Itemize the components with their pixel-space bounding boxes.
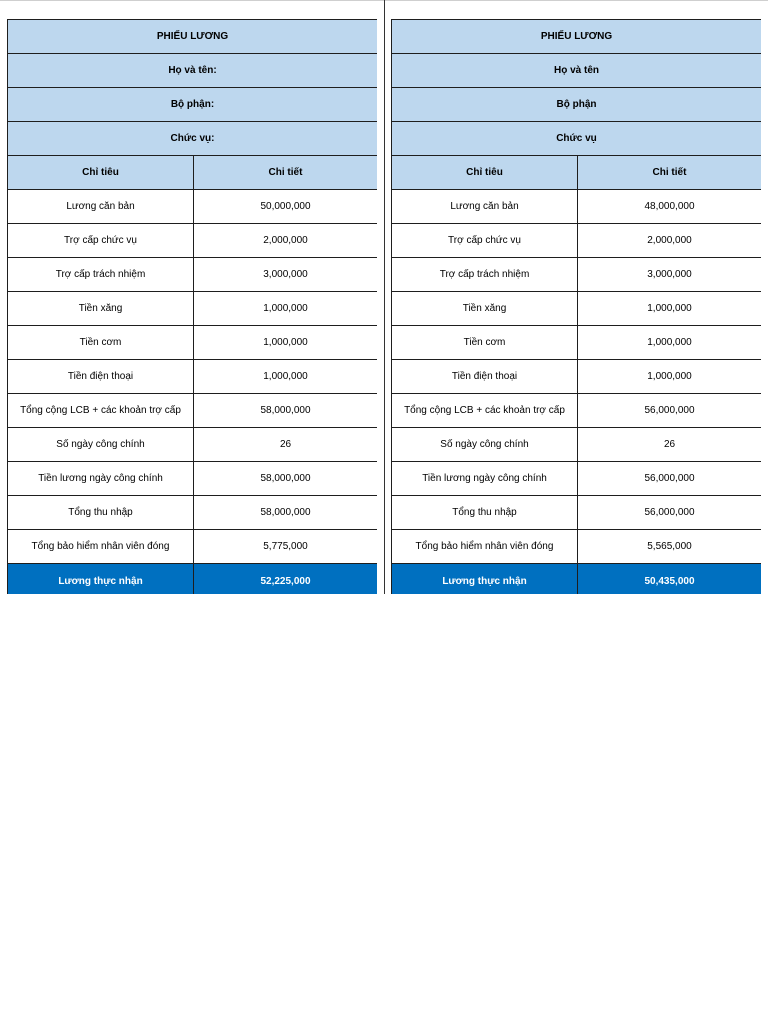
net-salary-value: 50,435,000 xyxy=(578,564,762,595)
net-salary-value: 52,225,000 xyxy=(194,564,378,595)
row-label: Tổng thu nhập xyxy=(8,496,194,530)
row-value: 48,000,000 xyxy=(578,190,762,224)
table-row xyxy=(8,462,378,496)
table-row xyxy=(8,428,378,462)
table-row xyxy=(8,326,378,360)
row-label: Tiền lương ngày công chính xyxy=(392,462,578,496)
table-row xyxy=(8,530,378,564)
row-value: 5,775,000 xyxy=(194,530,378,564)
row-value: 56,000,000 xyxy=(578,462,762,496)
payslip-title: PHIẾU LƯƠNG xyxy=(392,20,762,54)
row-label: Trợ cấp trách nhiệm xyxy=(392,258,578,292)
column-header-item: Chỉ tiêu xyxy=(392,156,578,190)
table-row xyxy=(392,190,762,224)
row-value: 26 xyxy=(194,428,378,462)
employee-name-field[interactable]: Họ và tên xyxy=(392,54,762,88)
table-row xyxy=(8,360,378,394)
row-value: 1,000,000 xyxy=(194,292,378,326)
row-value: 26 xyxy=(578,428,762,462)
row-label: Tiền cơm xyxy=(392,326,578,360)
row-label: Tiền điện thoại xyxy=(392,360,578,394)
row-label: Tiền cơm xyxy=(8,326,194,360)
row-label: Trợ cấp chức vụ xyxy=(8,224,194,258)
table-row xyxy=(392,530,762,564)
row-label: Lương căn bản xyxy=(8,190,194,224)
row-label: Trợ cấp trách nhiệm xyxy=(8,258,194,292)
table-row xyxy=(8,190,378,224)
table-row xyxy=(392,224,762,258)
row-value: 1,000,000 xyxy=(578,360,762,394)
table-row xyxy=(392,462,762,496)
row-label: Số ngày công chính xyxy=(8,428,194,462)
row-value: 56,000,000 xyxy=(578,496,762,530)
employee-name-field[interactable]: Họ và tên: xyxy=(8,54,378,88)
row-value: 58,000,000 xyxy=(194,496,378,530)
table-row xyxy=(8,224,378,258)
table-row xyxy=(392,292,762,326)
payslip-title: PHIẾU LƯƠNG xyxy=(8,20,378,54)
row-label: Tổng bảo hiểm nhân viên đóng xyxy=(8,530,194,564)
row-label: Lương căn bản xyxy=(392,190,578,224)
row-label: Trợ cấp chức vụ xyxy=(392,224,578,258)
row-value: 58,000,000 xyxy=(194,462,378,496)
net-salary-row xyxy=(8,564,378,595)
payslip-table xyxy=(391,19,761,594)
table-row xyxy=(392,258,762,292)
row-value: 5,565,000 xyxy=(578,530,762,564)
column-header-detail: Chi tiết xyxy=(194,156,378,190)
table-row xyxy=(392,496,762,530)
row-value: 2,000,000 xyxy=(578,224,762,258)
cut-divider-line xyxy=(384,0,385,594)
row-label: Tiền xăng xyxy=(8,292,194,326)
department-field[interactable]: Bộ phận: xyxy=(8,88,378,122)
row-label: Tiền điện thoại xyxy=(8,360,194,394)
payslip-table xyxy=(7,19,377,594)
row-label: Tiền lương ngày công chính xyxy=(8,462,194,496)
table-row xyxy=(392,360,762,394)
table-row xyxy=(8,496,378,530)
column-header-detail: Chi tiết xyxy=(578,156,762,190)
table-row xyxy=(8,394,378,428)
table-row xyxy=(8,292,378,326)
row-value: 1,000,000 xyxy=(194,326,378,360)
row-label: Tổng cộng LCB + các khoản trợ cấp xyxy=(392,394,578,428)
row-label: Tổng bảo hiểm nhân viên đóng xyxy=(392,530,578,564)
row-value: 2,000,000 xyxy=(194,224,378,258)
row-value: 3,000,000 xyxy=(194,258,378,292)
table-row xyxy=(8,258,378,292)
net-salary-row xyxy=(392,564,762,595)
payslip-right xyxy=(391,19,761,594)
row-label: Tổng thu nhập xyxy=(392,496,578,530)
position-field[interactable]: Chức vụ: xyxy=(8,122,378,156)
net-salary-label: Lương thực nhận xyxy=(392,564,578,595)
row-value: 56,000,000 xyxy=(578,394,762,428)
row-label: Số ngày công chính xyxy=(392,428,578,462)
department-field[interactable]: Bộ phận xyxy=(392,88,762,122)
row-label: Tiền xăng xyxy=(392,292,578,326)
table-row xyxy=(392,326,762,360)
payslip-left xyxy=(7,19,377,594)
net-salary-label: Lương thực nhận xyxy=(8,564,194,595)
column-header-item: Chỉ tiêu xyxy=(8,156,194,190)
table-row xyxy=(392,394,762,428)
row-value: 50,000,000 xyxy=(194,190,378,224)
position-field[interactable]: Chức vụ xyxy=(392,122,762,156)
table-row xyxy=(392,428,762,462)
row-label: Tổng cộng LCB + các khoản trợ cấp xyxy=(8,394,194,428)
row-value: 1,000,000 xyxy=(578,326,762,360)
row-value: 58,000,000 xyxy=(194,394,378,428)
row-value: 3,000,000 xyxy=(578,258,762,292)
row-value: 1,000,000 xyxy=(578,292,762,326)
row-value: 1,000,000 xyxy=(194,360,378,394)
